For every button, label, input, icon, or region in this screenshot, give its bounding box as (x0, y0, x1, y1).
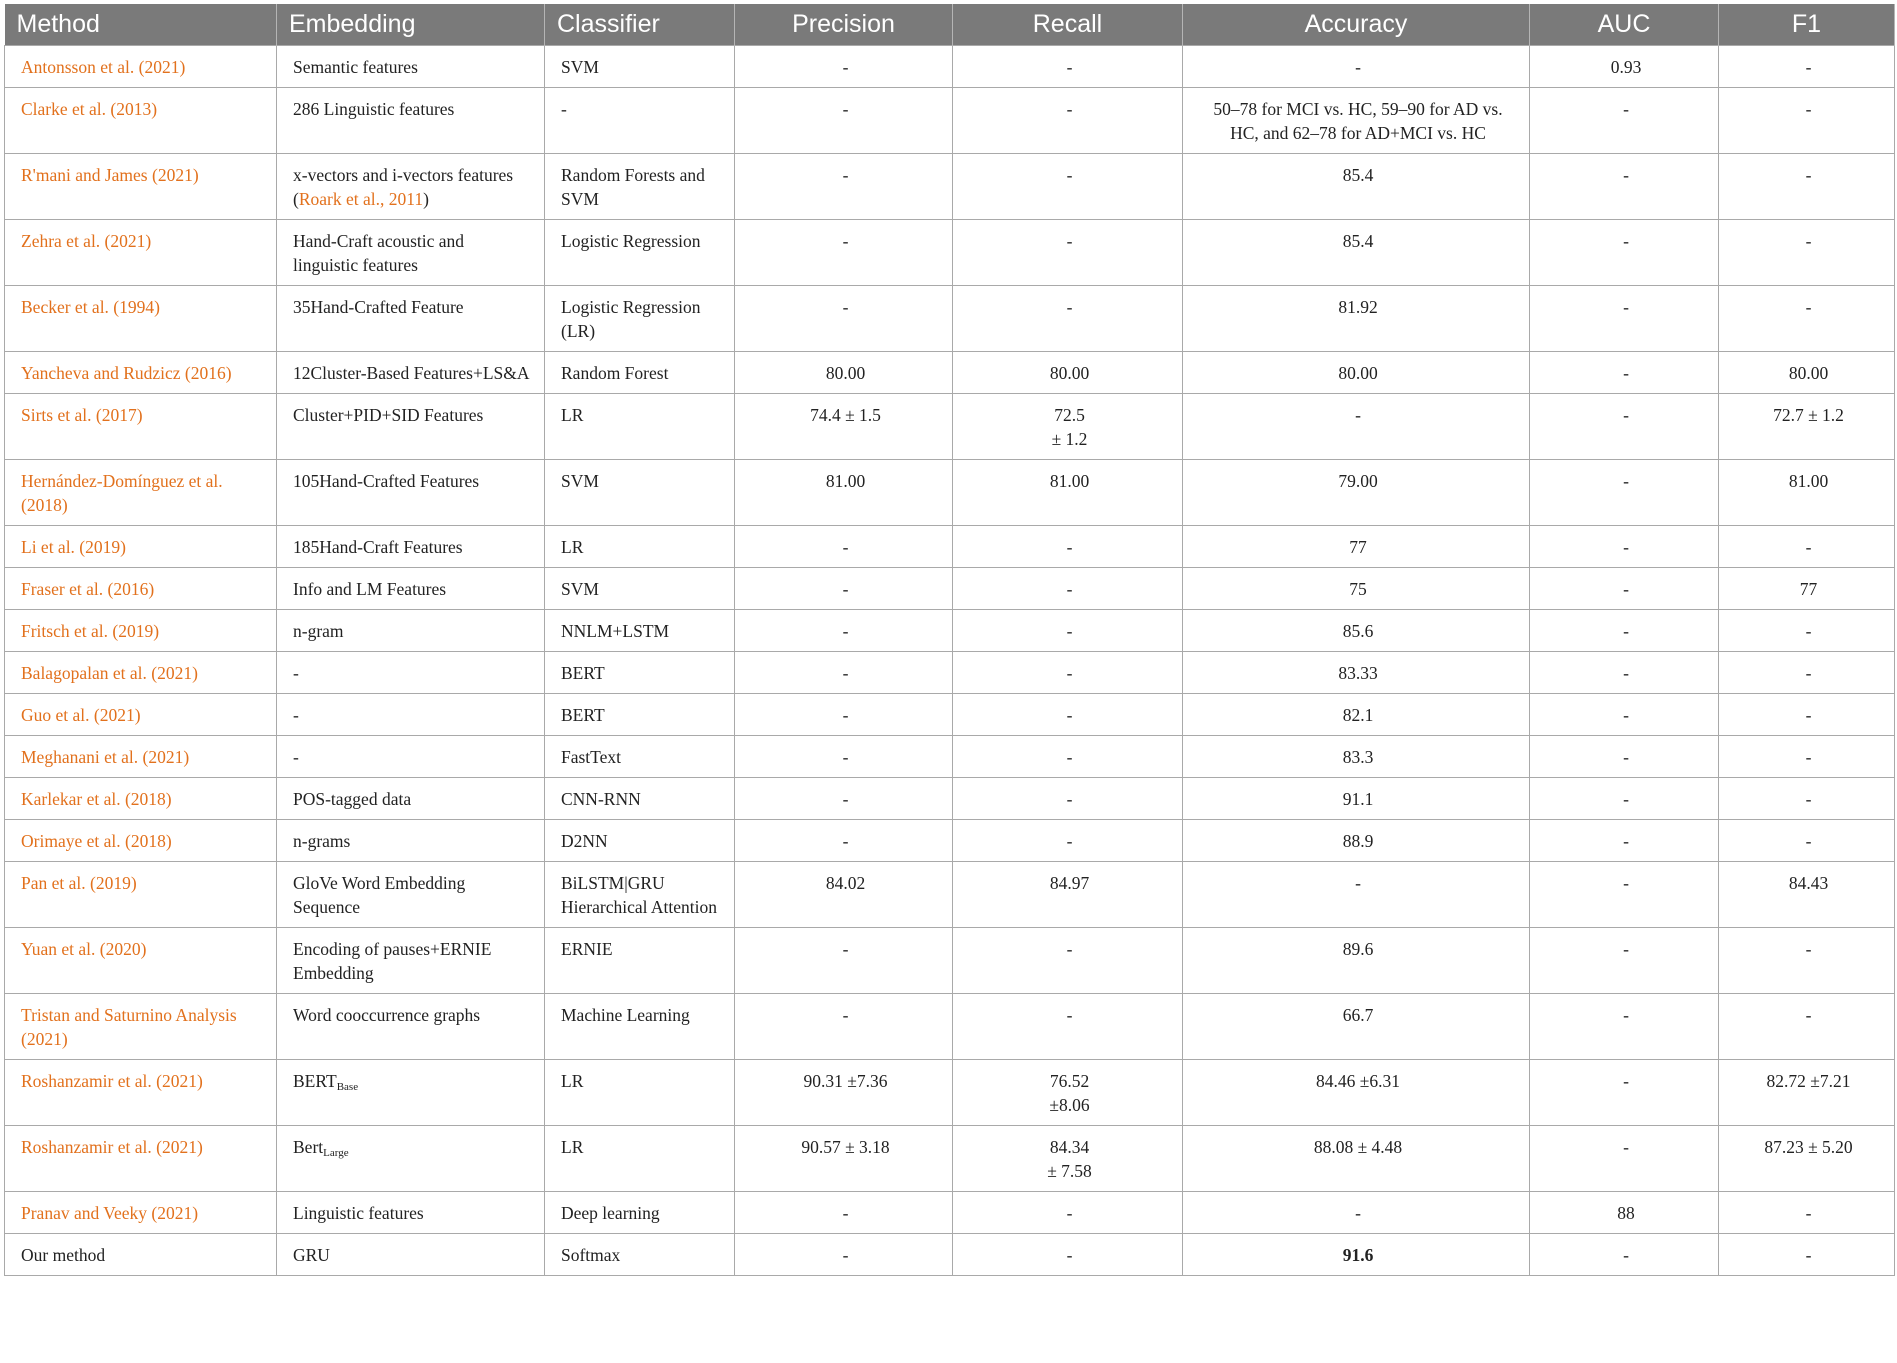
method-cell (5, 736, 277, 778)
year-ref[interactable]: 2021 (157, 1203, 193, 1223)
author-ref[interactable]: Hernández-Domínguez et al. ( (21, 471, 223, 515)
precision-cell: - (735, 820, 953, 862)
year-ref[interactable]: 2018 (130, 831, 166, 851)
table-row (5, 994, 1895, 1060)
ref-close: ) (196, 1137, 203, 1157)
method-cell (5, 394, 277, 460)
year-ref[interactable]: 2021 (110, 231, 146, 251)
embedding-cell: 105Hand-Crafted Features (277, 460, 545, 526)
precision-cell: - (735, 220, 953, 286)
method-cell (5, 994, 277, 1060)
auc-cell: - (1530, 610, 1719, 652)
method-cell (5, 652, 277, 694)
table-row (5, 928, 1895, 994)
recall-cell: 80.00 (953, 352, 1183, 394)
precision-cell: - (735, 526, 953, 568)
f1-cell: 87.23 ± 5.20 (1719, 1126, 1895, 1192)
method-cell (5, 610, 277, 652)
table-row (5, 652, 1895, 694)
recall-std: ± 1.2 (1051, 429, 1088, 449)
method-cell (5, 286, 277, 352)
precision-cell: - (735, 286, 953, 352)
table-row (5, 46, 1895, 88)
ref-close: ) (136, 405, 143, 425)
precision-cell: - (735, 88, 953, 154)
embedding-cell (277, 1126, 545, 1192)
embedding-cell: Info and LM Features (277, 568, 545, 610)
header-accuracy: Accuracy (1183, 4, 1530, 46)
author-ref[interactable]: R'mani and James ( (21, 165, 158, 185)
accuracy-cell-best: 91.6 (1183, 1234, 1530, 1276)
accuracy-cell: - (1183, 46, 1530, 88)
classifier-cell: Machine Learning (545, 994, 735, 1060)
precision-cell: - (735, 1192, 953, 1234)
embedding-subscript: Large (323, 1147, 349, 1159)
table-row (5, 460, 1895, 526)
year-ref[interactable]: 2021 (26, 1029, 62, 1049)
classifier-cell: CNN-RNN (545, 778, 735, 820)
f1-cell: - (1719, 154, 1895, 220)
ref-close: ) (61, 495, 68, 515)
accuracy-cell: 83.3 (1183, 736, 1530, 778)
ref-close: ) (140, 939, 147, 959)
auc-cell: - (1530, 862, 1719, 928)
accuracy-cell: - (1183, 1192, 1530, 1234)
ref-close: ) (61, 1029, 68, 1049)
f1-cell: 80.00 (1719, 352, 1895, 394)
year-ref[interactable]: 2018 (130, 789, 166, 809)
year-ref[interactable]: 2019 (95, 873, 131, 893)
year-ref[interactable]: 2019 (118, 621, 154, 641)
header-embedding: Embedding (277, 4, 545, 46)
header-classifier: Classifier (545, 4, 735, 46)
auc-cell: 88 (1530, 1192, 1719, 1234)
auc-cell: - (1530, 994, 1719, 1060)
auc-cell: - (1530, 928, 1719, 994)
classifier-cell: Softmax (545, 1234, 735, 1276)
f1-cell: - (1719, 88, 1895, 154)
embedding-cell: Hand-Craft acoustic and linguistic features (277, 220, 545, 286)
embedding-cell: - (277, 694, 545, 736)
embedding-cell: 35Hand-Crafted Feature (277, 286, 545, 352)
precision-cell: 90.31 ±7.36 (735, 1060, 953, 1126)
auc-cell: - (1530, 778, 1719, 820)
ref-close: ) (192, 1203, 199, 1223)
auc-cell: - (1530, 1060, 1719, 1126)
auc-cell: 0.93 (1530, 46, 1719, 88)
method-cell (5, 862, 277, 928)
recall-cell (953, 1060, 1183, 1126)
auc-cell: - (1530, 694, 1719, 736)
auc-cell: - (1530, 394, 1719, 460)
precision-cell: - (735, 154, 953, 220)
accuracy-cell: 79.00 (1183, 460, 1530, 526)
classifier-cell: BERT (545, 694, 735, 736)
f1-cell: - (1719, 1234, 1895, 1276)
ref-close: ) (179, 57, 186, 77)
author-ref[interactable]: Yancheva and Rudzicz ( (21, 363, 191, 383)
precision-cell: - (735, 46, 953, 88)
embedding-cell: - (277, 736, 545, 778)
ref-close: ) (130, 873, 137, 893)
table-row-our-method (5, 1234, 1895, 1276)
embedding-cell: GloVe Word Embedding Sequence (277, 862, 545, 928)
table-row (5, 736, 1895, 778)
accuracy-cell: 84.46 ±6.31 (1183, 1060, 1530, 1126)
classifier-cell: SVM (545, 460, 735, 526)
recall-cell: - (953, 928, 1183, 994)
table-row (5, 526, 1895, 568)
precision-cell: - (735, 1234, 953, 1276)
recall-std: ± 7.58 (1047, 1161, 1092, 1181)
embedding-cell: 12Cluster-Based Features+LS&A (277, 352, 545, 394)
precision-cell: - (735, 778, 953, 820)
author-ref[interactable]: Orimaye et al. ( (21, 831, 131, 851)
embedding-cell: 286 Linguistic features (277, 88, 545, 154)
recall-cell: - (953, 736, 1183, 778)
method-cell (5, 352, 277, 394)
method-cell (5, 694, 277, 736)
precision-cell: - (735, 736, 953, 778)
method-cell (5, 1192, 277, 1234)
recall-cell: - (953, 154, 1183, 220)
precision-cell: 84.02 (735, 862, 953, 928)
precision-cell: - (735, 652, 953, 694)
ref-close: ) (134, 705, 141, 725)
auc-cell: - (1530, 736, 1719, 778)
author-ref[interactable]: Tristan and Saturnino Analysis ( (21, 1005, 237, 1049)
classifier-cell: LR (545, 394, 735, 460)
precision-cell: 90.57 ± 3.18 (735, 1126, 953, 1192)
accuracy-cell: 85.4 (1183, 220, 1530, 286)
year-ref[interactable]: 2020 (105, 939, 141, 959)
f1-cell: - (1719, 820, 1895, 862)
classifier-cell: Random Forest (545, 352, 735, 394)
auc-cell: - (1530, 820, 1719, 862)
recall-cell: - (953, 694, 1183, 736)
year-ref[interactable]: 2021 (144, 57, 180, 77)
accuracy-cell: 91.1 (1183, 778, 1530, 820)
table-row (5, 352, 1895, 394)
recall-value: 84.34 (1049, 1137, 1090, 1157)
embedding-cell: - (277, 652, 545, 694)
author-ref[interactable]: Pan et al. ( (21, 873, 96, 893)
year-ref[interactable]: 1994 (119, 297, 155, 317)
header-auc: AUC (1530, 4, 1719, 46)
table-row (5, 154, 1895, 220)
method-cell (5, 778, 277, 820)
auc-cell: - (1530, 460, 1719, 526)
precision-cell: - (735, 610, 953, 652)
auc-cell: - (1530, 526, 1719, 568)
header-recall: Recall (953, 4, 1183, 46)
header-f1: F1 (1719, 4, 1895, 46)
classifier-cell: Deep learning (545, 1192, 735, 1234)
author-ref[interactable]: Clarke et al. ( (21, 99, 117, 119)
recall-cell: 84.97 (953, 862, 1183, 928)
method-cell: Our method (5, 1234, 277, 1276)
accuracy-cell: 83.33 (1183, 652, 1530, 694)
auc-cell: - (1530, 88, 1719, 154)
f1-cell: - (1719, 652, 1895, 694)
ref-close: ) (225, 363, 232, 383)
table-row (5, 88, 1895, 154)
accuracy-cell: - (1183, 394, 1530, 460)
auc-cell: - (1530, 352, 1719, 394)
author-ref[interactable]: Sirts et al. ( (21, 405, 102, 425)
embedding-cell (277, 154, 545, 220)
embedding-cell: 185Hand-Craft Features (277, 526, 545, 568)
year-ref[interactable]: 2021 (161, 1071, 197, 1091)
f1-cell: - (1719, 220, 1895, 286)
accuracy-cell: 89.6 (1183, 928, 1530, 994)
author-ref[interactable]: Meghanani et al. ( (21, 747, 149, 767)
classifier-cell: - (545, 88, 735, 154)
author-ref[interactable]: Fraser et al. ( (21, 579, 114, 599)
method-cell (5, 526, 277, 568)
table-row (5, 778, 1895, 820)
table-row (5, 820, 1895, 862)
classifier-cell: SVM (545, 568, 735, 610)
recall-cell: - (953, 46, 1183, 88)
year-ref[interactable]: 2021 (148, 747, 184, 767)
year-ref[interactable]: 2016 (113, 579, 149, 599)
recall-cell: - (953, 88, 1183, 154)
method-cell (5, 154, 277, 220)
ref-close: ) (151, 99, 158, 119)
method-cell (5, 88, 277, 154)
method-cell (5, 928, 277, 994)
embedding-cell: Word cooccurrence graphs (277, 994, 545, 1060)
f1-cell: - (1719, 526, 1895, 568)
recall-cell: 81.00 (953, 460, 1183, 526)
recall-cell: - (953, 820, 1183, 862)
classifier-cell: D2NN (545, 820, 735, 862)
comparison-table (4, 4, 1895, 1276)
precision-cell: 74.4 ± 1.5 (735, 394, 953, 460)
table-row (5, 220, 1895, 286)
author-ref[interactable]: Zehra et al. ( (21, 231, 111, 251)
embedding-text: x-vectors and i-vectors features ( (293, 165, 514, 209)
auc-cell: - (1530, 568, 1719, 610)
method-cell (5, 460, 277, 526)
method-cell (5, 1060, 277, 1126)
recall-cell: - (953, 220, 1183, 286)
recall-cell: - (953, 568, 1183, 610)
author-ref[interactable]: Fritsch et al. ( (21, 621, 119, 641)
accuracy-cell: 88.08 ± 4.48 (1183, 1126, 1530, 1192)
table-row (5, 610, 1895, 652)
table-row (5, 694, 1895, 736)
accuracy-cell: 88.9 (1183, 820, 1530, 862)
classifier-cell: LR (545, 526, 735, 568)
auc-cell: - (1530, 1126, 1719, 1192)
year-ref[interactable]: 2016 (190, 363, 226, 383)
comparison-table-container (4, 4, 1895, 1276)
accuracy-cell: 75 (1183, 568, 1530, 610)
ref-close: ) (148, 579, 155, 599)
recall-cell (953, 394, 1183, 460)
year-ref[interactable]: 2021 (161, 1137, 197, 1157)
f1-cell: - (1719, 736, 1895, 778)
classifier-cell: ERNIE (545, 928, 735, 994)
header-method: Method (5, 4, 277, 46)
ref-close: ) (196, 1071, 203, 1091)
method-cell (5, 568, 277, 610)
accuracy-cell: 50–78 for MCI vs. HC, 59–90 for AD vs. HC, and 62–78 for AD+MCI vs. HC (1183, 88, 1530, 154)
classifier-cell: LR (545, 1126, 735, 1192)
author-ref[interactable]: Li et al. ( (21, 537, 86, 557)
f1-cell: - (1719, 286, 1895, 352)
accuracy-cell: 77 (1183, 526, 1530, 568)
recall-cell: - (953, 286, 1183, 352)
method-cell (5, 820, 277, 862)
recall-cell: - (953, 778, 1183, 820)
auc-cell: - (1530, 286, 1719, 352)
accuracy-cell: 81.92 (1183, 286, 1530, 352)
precision-cell: - (735, 568, 953, 610)
precision-cell: - (735, 694, 953, 736)
ref-close: ) (192, 663, 198, 683)
recall-cell: - (953, 610, 1183, 652)
f1-cell: - (1719, 1192, 1895, 1234)
classifier-cell: Random Forests and SVM (545, 154, 735, 220)
ref-close: ) (192, 165, 199, 185)
f1-cell: 81.00 (1719, 460, 1895, 526)
year-ref[interactable]: 2021 (99, 705, 135, 725)
table-row (5, 286, 1895, 352)
table-row (5, 394, 1895, 460)
year-ref[interactable]: 2017 (101, 405, 137, 425)
embedding-cell: Encoding of pauses+ERNIE Embedding (277, 928, 545, 994)
author-ref[interactable]: Pranav and Veeky ( (21, 1203, 158, 1223)
embedding-base: BERT (293, 1071, 337, 1091)
f1-cell: - (1719, 778, 1895, 820)
classifier-cell: BiLSTM|GRU Hierarchical Attention (545, 862, 735, 928)
f1-cell: - (1719, 694, 1895, 736)
recall-cell: - (953, 994, 1183, 1060)
recall-std: ±8.06 (1049, 1095, 1090, 1115)
embedding-text-close: ) (423, 189, 429, 209)
accuracy-cell: 66.7 (1183, 994, 1530, 1060)
embedding-subscript: Base (336, 1081, 359, 1093)
ref-close: ) (165, 789, 172, 809)
author-ref[interactable]: Balagopalan et al. ( (21, 663, 158, 683)
accuracy-cell: 80.00 (1183, 352, 1530, 394)
recall-cell: - (953, 1234, 1183, 1276)
recall-cell: - (953, 526, 1183, 568)
classifier-cell: NNLM+LSTM (545, 610, 735, 652)
table-row (5, 862, 1895, 928)
year-ref[interactable]: 2013 (116, 99, 152, 119)
recall-cell: - (953, 1192, 1183, 1234)
embedding-base: Bert (293, 1137, 324, 1157)
ref-close: ) (145, 231, 152, 251)
author-ref[interactable]: Karlekar et al. ( (21, 789, 131, 809)
embedding-cell: POS-tagged data (277, 778, 545, 820)
author-ref[interactable]: Guo et al. ( (21, 705, 100, 725)
embedding-ref[interactable]: Roark et al., 2011 (298, 189, 424, 209)
table-row (5, 1126, 1895, 1192)
method-cell (5, 220, 277, 286)
table-row (5, 1060, 1895, 1126)
classifier-cell: BERT (545, 652, 735, 694)
accuracy-cell: - (1183, 862, 1530, 928)
classifier-cell: Logistic Regression (LR) (545, 286, 735, 352)
f1-cell: - (1719, 46, 1895, 88)
auc-cell: - (1530, 652, 1719, 694)
precision-cell: - (735, 994, 953, 1060)
f1-cell: 82.72 ±7.21 (1719, 1060, 1895, 1126)
ref-close: ) (154, 297, 160, 317)
classifier-cell: FastText (545, 736, 735, 778)
accuracy-cell: 82.1 (1183, 694, 1530, 736)
precision-cell: 81.00 (735, 460, 953, 526)
f1-cell: - (1719, 994, 1895, 1060)
header-row (5, 4, 1895, 46)
author-ref[interactable]: Becker et al. ( (21, 297, 120, 317)
auc-cell: - (1530, 1234, 1719, 1276)
auc-cell: - (1530, 154, 1719, 220)
recall-cell (953, 1126, 1183, 1192)
precision-cell: - (735, 928, 953, 994)
accuracy-cell: 85.6 (1183, 610, 1530, 652)
recall-value: 72.5 (1054, 405, 1085, 425)
header-precision: Precision (735, 4, 953, 46)
author-ref[interactable]: Yuan et al. ( (21, 939, 106, 959)
f1-cell: 72.7 ± 1.2 (1719, 394, 1895, 460)
year-ref[interactable]: 2021 (157, 165, 193, 185)
recall-cell: - (953, 652, 1183, 694)
recall-value: 76.52 (1049, 1071, 1090, 1091)
classifier-cell: SVM (545, 46, 735, 88)
embedding-cell: Semantic features (277, 46, 545, 88)
year-ref[interactable]: 2019 (85, 537, 121, 557)
ref-close: ) (165, 831, 172, 851)
embedding-cell: Linguistic features (277, 1192, 545, 1234)
embedding-cell: GRU (277, 1234, 545, 1276)
precision-cell: 80.00 (735, 352, 953, 394)
ref-close: ) (183, 747, 190, 767)
classifier-cell: Logistic Regression (545, 220, 735, 286)
method-cell (5, 46, 277, 88)
ref-close: ) (120, 537, 126, 557)
method-cell (5, 1126, 277, 1192)
year-ref[interactable]: 2018 (26, 495, 62, 515)
classifier-cell: LR (545, 1060, 735, 1126)
f1-cell: 77 (1719, 568, 1895, 610)
author-ref[interactable]: Roshanzamir et al. ( (21, 1071, 162, 1091)
embedding-cell: n-gram (277, 610, 545, 652)
table-row (5, 568, 1895, 610)
f1-cell: - (1719, 610, 1895, 652)
embedding-cell (277, 1060, 545, 1126)
author-ref[interactable]: Roshanzamir et al. ( (21, 1137, 162, 1157)
embedding-cell: Cluster+PID+SID Features (277, 394, 545, 460)
f1-cell: 84.43 (1719, 862, 1895, 928)
auc-cell: - (1530, 220, 1719, 286)
table-row (5, 1192, 1895, 1234)
ref-close: ) (153, 621, 160, 641)
year-ref[interactable]: 2021 (157, 663, 193, 683)
f1-cell: - (1719, 928, 1895, 994)
embedding-cell: n-grams (277, 820, 545, 862)
author-ref[interactable]: Antonsson et al. ( (21, 57, 145, 77)
accuracy-cell: 85.4 (1183, 154, 1530, 220)
